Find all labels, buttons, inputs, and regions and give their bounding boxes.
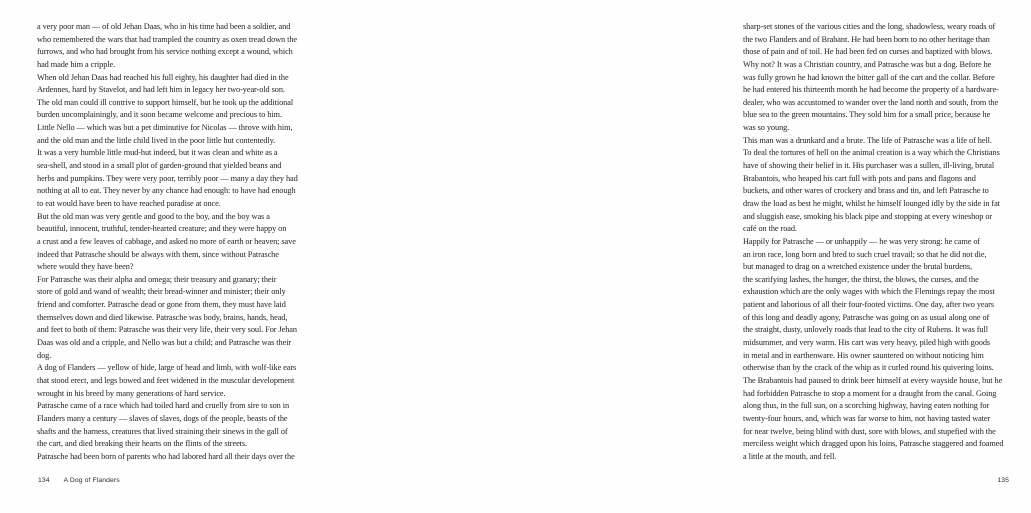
text-line: Patrasche came of a race which had toiled hard and cruelly from sire to son in bbox=[37, 401, 290, 411]
text-line: themselves down and died likewise. Patrasche was body, brains, hands, head, bbox=[37, 312, 288, 322]
text-line: sharp-set stones of the various cities and the long, shadowless, weary roads of bbox=[743, 22, 996, 31]
text-line: sea-shell, and stood in a small plot of garden-ground that yielded beans and bbox=[37, 161, 282, 171]
text-line: This man was a drunkard and a brute. The life of Patrasche was a life of hell. bbox=[743, 135, 992, 145]
left-page-text bbox=[37, 21, 330, 463]
text-line: was so young. bbox=[743, 123, 790, 133]
left-page-number: 134 bbox=[38, 477, 50, 484]
text-line: he had entered his thirteenth month he had become the property of a hardware- bbox=[743, 85, 999, 95]
text-line: store of gold and wand of wealth; their bread-winner and minister; their only bbox=[37, 287, 286, 297]
text-line: who remembered the wars that had trampled the country as oxen tread down the bbox=[37, 34, 298, 44]
text-line: The Brabantois had paused to drink beer himself at every wayside house, but he bbox=[743, 375, 1003, 385]
text-line: had made him a cripple. bbox=[37, 59, 116, 69]
text-line: But the old man was very gentle and good to the boy, and the boy was a bbox=[37, 211, 270, 221]
text-line: along thus, in the full sun, on a scorching highway, having eaten nothing for bbox=[743, 401, 990, 411]
text-line: Ardennes, hard by Stavelot, and had left him in legacy her two-year-old son. bbox=[37, 85, 285, 95]
text-line: dealer, who was accustomed to wander over the land north and south, from the bbox=[743, 97, 999, 107]
text-line: merciless weight which dragged upon his loins, Patrasche staggered and foamed bbox=[743, 439, 1004, 449]
text-line: that stood erect, and legs bowed and feet widened in the muscular development bbox=[37, 375, 295, 385]
text-line: Patrasche had been born of parents who had labored hard all their days over the bbox=[37, 451, 295, 461]
right-page bbox=[350, 0, 1009, 513]
text-line: a little at the mouth, and fell. bbox=[743, 451, 837, 461]
text-line: To deal the tortures of hell on the animal creation is a way which the Christians bbox=[743, 148, 1000, 158]
text-line: the straight, dusty, unlovely roads that lead to the city of Rubens. It was full bbox=[743, 325, 988, 335]
text-line: beautiful, innocent, truthful, tender-hearted creature; and they were happy on bbox=[37, 224, 287, 234]
text-line: and the old man and the little child lived in the poor little hut contentedly. bbox=[37, 135, 276, 145]
text-line: to eat would have been to have reached paradise at once. bbox=[37, 198, 221, 208]
text-line: burden uncomplainingly, and it soon became welcome and precious to him. bbox=[37, 110, 282, 120]
text-line: friend and comforter. Patrasche dead or gone from them, they must have laid bbox=[37, 300, 286, 310]
text-line: wrought in his breed by many generations of hard service. bbox=[37, 388, 226, 398]
text-line: where would they have been? bbox=[37, 262, 134, 272]
text-line: It was a very humble little mud-hut indeed, but it was clean and white as a bbox=[37, 148, 278, 158]
text-line: midsummer, and very warm. His cart was very heavy, piled high with goods bbox=[743, 338, 991, 348]
text-line: the cart, and died breaking their hearts on the flints of the streets. bbox=[37, 439, 248, 449]
text-line: indeed that Patrasche should be always with them, since without Patrasche bbox=[37, 249, 279, 259]
text-line: the two Flanders and of Brabant. He had been born to no other heritage than bbox=[743, 34, 990, 44]
text-line: Daas was old and a cripple, and Nello was but a child; and Patrasche was their bbox=[37, 338, 292, 348]
right-page-number: 135 bbox=[997, 477, 1009, 484]
right-page-text bbox=[743, 21, 1031, 463]
text-line: Why not? It was a Christian country, and Patrasche was but a dog. Before he bbox=[743, 59, 992, 69]
right-page-footer bbox=[743, 477, 1009, 484]
text-line: for near twelve, being blind with dust, sore with blows, and stupefied with the bbox=[743, 426, 996, 436]
text-line: a crust and a few leaves of cabbage, and asked no more of earth or heaven; save bbox=[37, 236, 296, 246]
text-line: an iron race, long born and bred to such cruel travail; so that he did not die, bbox=[743, 249, 987, 259]
text-line: and sluggish ease, smoking his black pipe and stopping at every wineshop or bbox=[743, 211, 993, 221]
text-line: have of showing their belief in it. His purchaser was a sullen, ill-living, brutal bbox=[743, 161, 995, 171]
text-line: otherwise than by the crack of the whip as it curled round his quivering loins. bbox=[743, 363, 994, 373]
text-line: dog. bbox=[37, 350, 52, 360]
text-line: When old Jehan Daas had reached his full eighty, his daughter had died in the bbox=[37, 72, 289, 82]
text-line: A dog of Flanders — yellow of hide, large of head and limb, with wolf-like ears bbox=[37, 363, 297, 373]
text-line: café on the road. bbox=[743, 224, 797, 234]
text-line: twenty-four hours, and, which was far worse to him, not having tasted water bbox=[743, 413, 991, 423]
running-title: A Dog of Flanders bbox=[63, 477, 120, 484]
text-line: nothing at all to eat. They never by any chance had enough: to have had enough bbox=[37, 186, 296, 196]
left-page bbox=[0, 0, 350, 513]
left-page-footer bbox=[38, 477, 331, 484]
text-line: draw the load as best he might, whilst he himself lounged idly by the side in fat bbox=[743, 198, 1000, 208]
text-line: The old man could ill contrive to support himself, but he took up the additional bbox=[37, 97, 294, 107]
text-line: was fully grown he had known the bitter gall of the cart and the collar. Before bbox=[743, 72, 995, 82]
text-line: Brabantois, who heaped his cart full with pots and pans and flagons and bbox=[743, 173, 976, 183]
text-line: the scarifying lashes, the hunger, the thirst, the blows, the curses, and the bbox=[743, 274, 979, 284]
text-line: of this long and deadly agony, Patrasche was going on as usual along one of bbox=[743, 312, 990, 322]
text-line: those of pain and of toil. He had been fed on curses and baptized with blows. bbox=[743, 47, 993, 57]
text-line: For Patrasche was their alpha and omega; their treasury and granary; their bbox=[37, 274, 277, 284]
text-line: patient and laborious of all their four-footed victims. One day, after two years bbox=[743, 300, 994, 310]
text-line: shafts and the harness, creatures that lived straining their sinews in the gall of bbox=[37, 426, 288, 436]
text-line: and feet to both of them: Patrasche was their very life, their very soul. For Jehan bbox=[37, 325, 297, 335]
text-line: furrows, and who had brought from his service nothing except a wound, which bbox=[37, 47, 293, 57]
text-line: but managed to drag on a wretched existence under the brutal burdens, bbox=[743, 262, 973, 272]
text-line: a very poor man — of old Jehan Daas, who in his time had been a soldier, and bbox=[37, 22, 291, 31]
text-line: Flanders many a century — slaves of slaves, dogs of the people, beasts of the bbox=[37, 413, 288, 423]
text-line: had forbidden Patrasche to stop a moment for a draught from the canal. Going bbox=[743, 388, 997, 398]
text-line: Little Nello — which was but a pet diminutive for Nicolas — throve with him, bbox=[37, 123, 293, 133]
text-line: Happily for Patrasche — or unhappily — he was very strong: he came of bbox=[743, 236, 981, 246]
text-line: exhaustion which are the only wages with which the Flemings repay the most bbox=[743, 287, 995, 297]
text-line: in metal and in earthenware. His owner sauntered on without noticing him bbox=[743, 350, 984, 360]
text-line: buckets, and other wares of crockery and brass and tin, and left Patrasche to bbox=[743, 186, 989, 196]
text-line: blue sea to the green mountains. They sold him for a small price, because he bbox=[743, 110, 991, 120]
text-line: herbs and pumpkins. They were very poor, terribly poor — many a day they had bbox=[37, 173, 298, 183]
